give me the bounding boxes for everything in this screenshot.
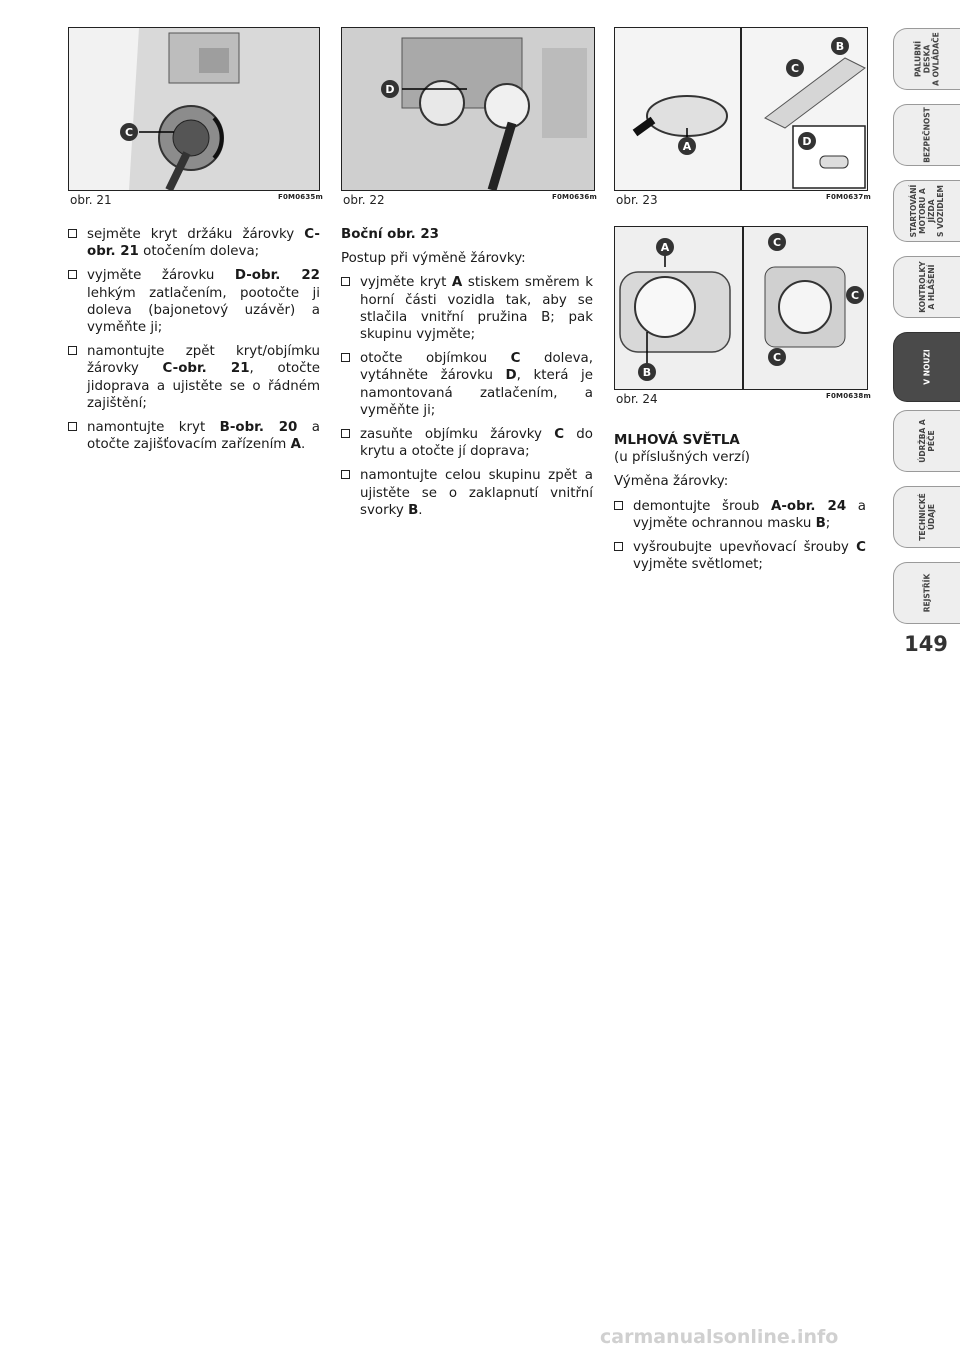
section-subheading: (u příslušných verzí) <box>614 450 751 466</box>
list-item: sejměte kryt držáku žárovky C-obr. 21 otočením doleva; <box>68 226 320 260</box>
list-item: zasuňte objímku žárovky C do krytu a otočte jí doprava; <box>341 426 593 460</box>
tab-palubni-deska[interactable]: PALUBNÍ DESKA A OVLÁDAČE <box>893 28 960 90</box>
tab-rejstrik[interactable]: REJSTŘÍK <box>893 562 960 624</box>
figure-24-label-c-bottom: C <box>772 351 782 364</box>
list-item: namontujte celou skupinu zpět a ujistěte se o zaklapnutí vnitřní svorky B. <box>341 467 593 519</box>
page-number: 149 <box>904 632 948 656</box>
checkbox-bullet-icon <box>68 422 77 431</box>
figure-21-caption: obr. 21 <box>70 193 112 207</box>
figure-23-label-a: A <box>682 140 692 153</box>
figure-22-caption: obr. 22 <box>343 193 385 207</box>
figure-24-label-c-top: C <box>772 236 782 249</box>
checkbox-bullet-icon <box>614 501 623 510</box>
list-item: vyšroubujte upevňovací šrouby C vyjměte světlomet; <box>614 539 866 573</box>
list-item: namontujte kryt B-obr. 20 a otočte zajišťovacím zařízením A. <box>68 419 320 453</box>
figure-21-code: F0M0635m <box>278 193 323 201</box>
tab-technicke-udaje[interactable]: TECHNICKÉ ÚDAJE <box>893 486 960 548</box>
figure-23-caption: obr. 23 <box>616 193 658 207</box>
checkbox-bullet-icon <box>68 270 77 279</box>
figure-23-label-d: D <box>802 135 812 148</box>
tab-kontrolky[interactable]: KONTROLKY A HLÁŠENÍ <box>893 256 960 318</box>
tab-bezpecnost[interactable]: BEZPEČNOST <box>893 104 960 166</box>
footer-watermark: carmanualsonline.info <box>600 1326 839 1348</box>
figure-23-label-c: C <box>790 62 800 75</box>
list-item: namontujte zpět kryt/objímku žárovky C-obr. 21, otočte jidoprava a ujistěte se o řádném zajištění; <box>68 343 320 412</box>
figure-23-code: F0M0637m <box>826 193 871 201</box>
figure-24-code: F0M0638m <box>826 392 871 400</box>
figure-21-image <box>68 27 320 191</box>
checkbox-bullet-icon <box>68 229 77 238</box>
list-item: vyjměte kryt A stiskem směrem k horní části vozidla tak, aby se stlačila vnitřní pružina B; pak skupinu vyjměte; <box>341 274 593 343</box>
figure-24-image <box>614 226 868 390</box>
checkbox-bullet-icon <box>68 346 77 355</box>
checkbox-bullet-icon <box>341 429 350 438</box>
column-1-text <box>68 226 320 460</box>
section-heading: Boční obr. 23 <box>341 227 439 242</box>
intro-text: Výměna žárovky: <box>614 474 729 490</box>
list-item: otočte objímkou C doleva, vytáhněte žárovku D, která je namontovaná zatlačením, a vyměňte ji; <box>341 350 593 419</box>
column-2-text <box>341 226 593 526</box>
checkbox-bullet-icon <box>614 542 623 551</box>
figure-22-label-d: D <box>385 83 395 96</box>
figure-24-label-c-right: C <box>850 289 860 302</box>
tab-startovani[interactable]: STARTOVÁNÍ MOTORU A JÍZDA S VOZIDLEM <box>893 180 960 242</box>
checkbox-bullet-icon <box>341 353 350 362</box>
figure-23-label-b: B <box>835 40 845 53</box>
figure-24-label-b: B <box>642 366 652 379</box>
figure-22-image <box>341 27 595 191</box>
figure-21-label-c: C <box>124 126 134 139</box>
column-3-text <box>614 432 866 580</box>
list-item: vyjměte žárovku D-obr. 22 lehkým zatlačením, pootočte ji doleva (bajonetový uzávěr) a vyměňte ji; <box>68 267 320 336</box>
figure-24-label-a: A <box>660 241 670 254</box>
figure-22-code: F0M0636m <box>552 193 597 201</box>
section-heading: MLHOVÁ SVĚTLA <box>614 433 740 448</box>
figure-23-image <box>614 27 868 191</box>
tab-udrzba[interactable]: ÚDRŽBA A PÉČE <box>893 410 960 472</box>
checkbox-bullet-icon <box>341 277 350 286</box>
list-item: demontujte šroub A-obr. 24 a vyjměte ochrannou masku B; <box>614 498 866 532</box>
intro-text: Postup při výměně žárovky: <box>341 251 526 267</box>
checkbox-bullet-icon <box>341 470 350 479</box>
figure-24-caption: obr. 24 <box>616 392 658 406</box>
tab-v-nouzi[interactable]: V NOUZI <box>893 332 960 402</box>
